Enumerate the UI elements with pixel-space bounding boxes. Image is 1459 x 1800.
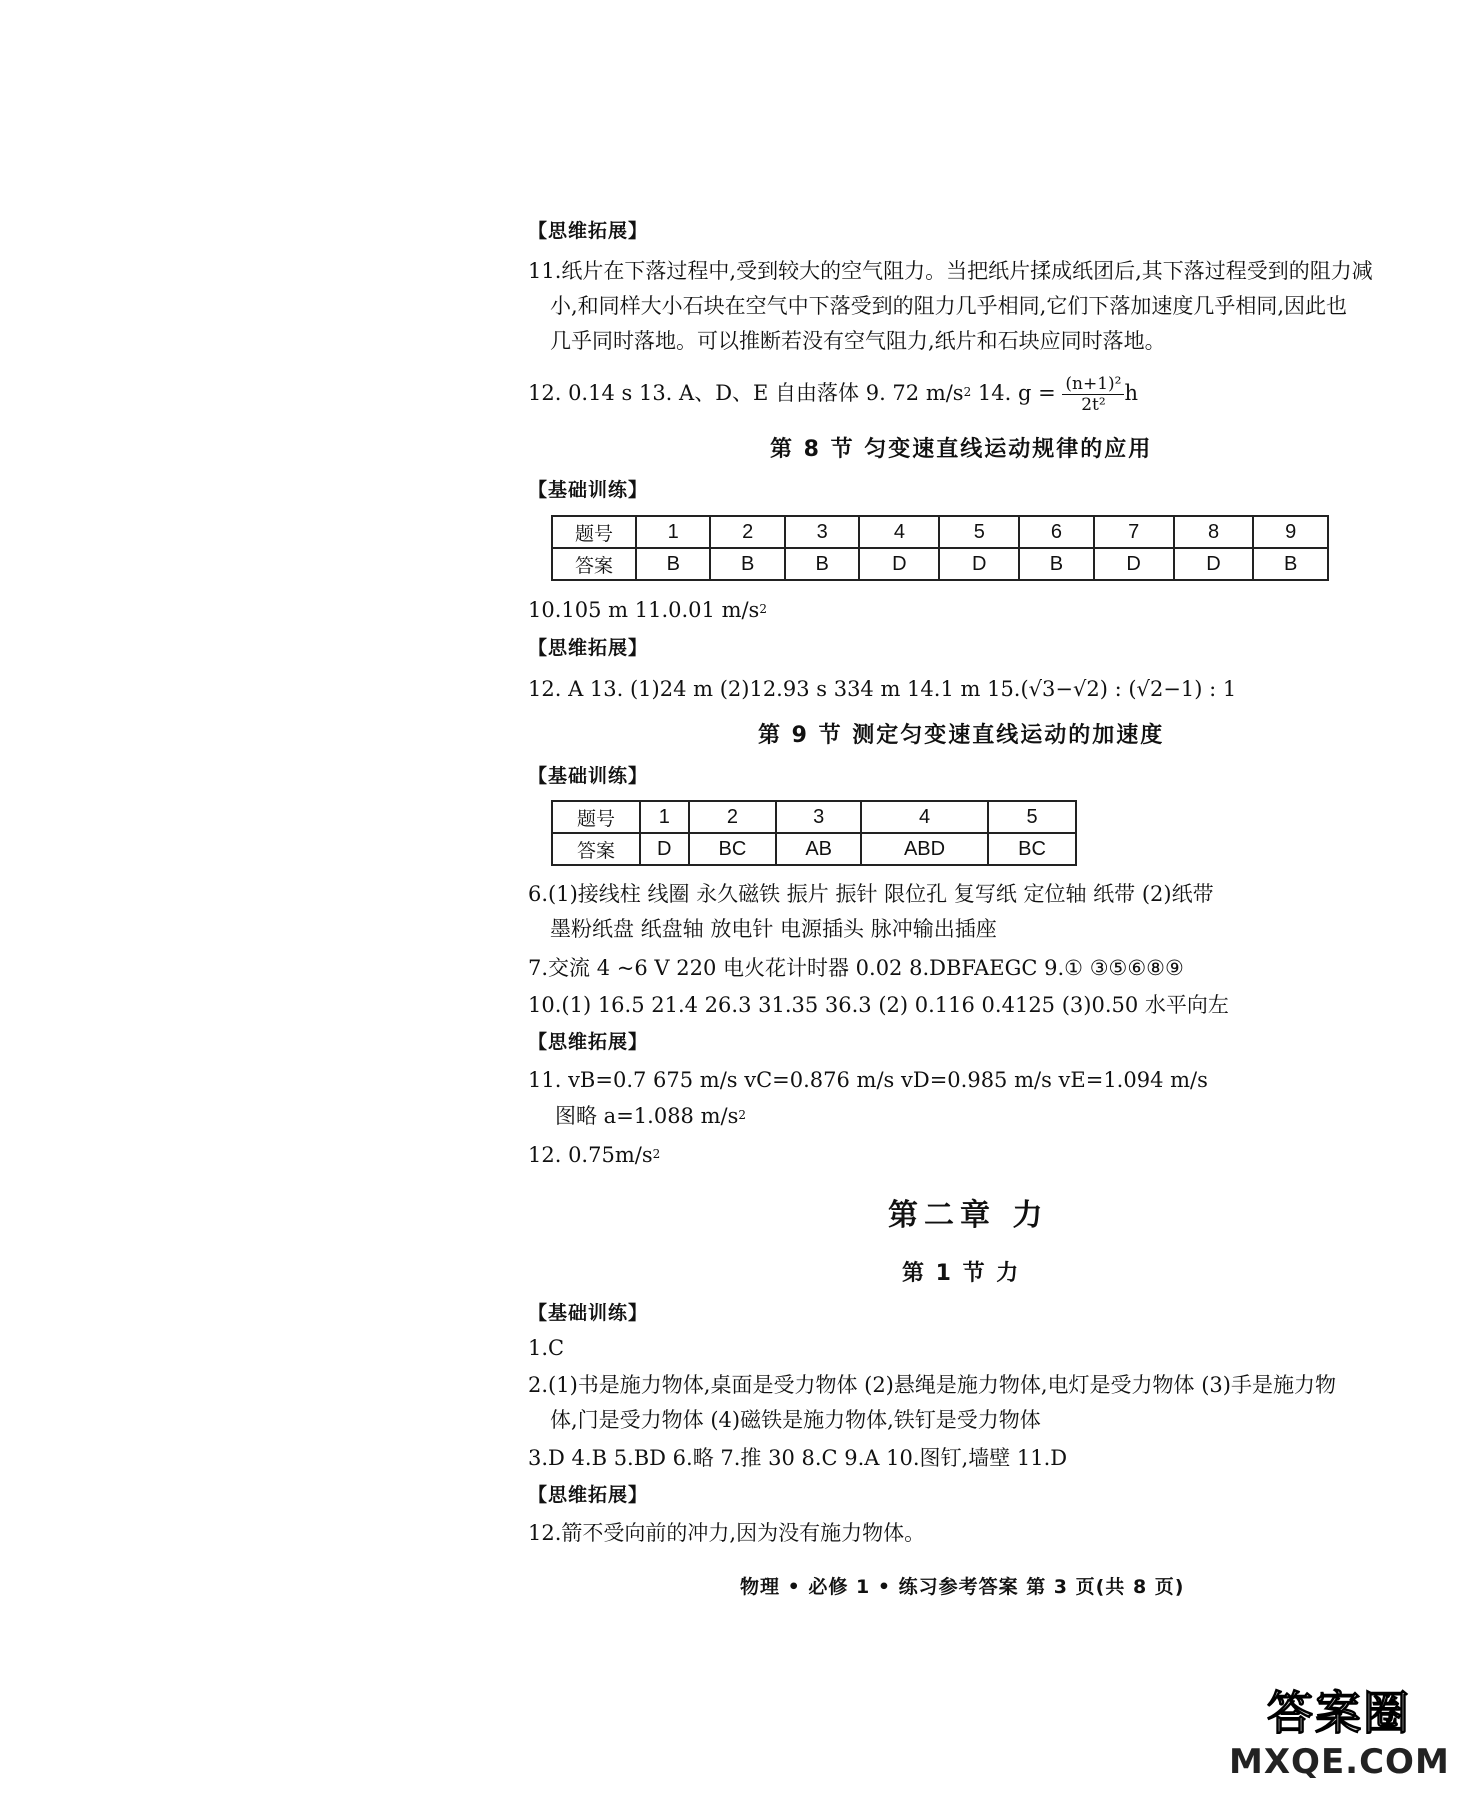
thinking-extension-tag: 【思维拓展】 — [528, 1031, 649, 1053]
section-9-answer-table — [551, 800, 1077, 866]
table-answer-row — [552, 548, 1328, 580]
table-cell: 2 — [689, 801, 777, 833]
table-cell: B — [710, 548, 784, 580]
chapter-2-section-1-title: 第 1 节 力 — [902, 1261, 1021, 1286]
table-cell: B — [1253, 548, 1328, 580]
table-cell: 3 — [785, 516, 859, 548]
section-8-title: 第 8 节 匀变速直线运动规律的应用 — [770, 437, 1153, 462]
answer-12-line: 12. $0.75m/s^2$ — [528, 1143, 661, 1167]
thinking-extension-tag: 【思维拓展】 — [528, 220, 649, 242]
answer-3-11-line: 3.D 4.B 5.BD 6.略 7.推 30 8.C 9.A 10.图钉,墙壁 11.D — [528, 1446, 1068, 1470]
answer-7-9-line: 7.交流 4 ~6 V 220 电火花计时器 0.02 8.DBFAEGC 9.① ③⑤⑥⑧⑨ — [528, 956, 1184, 980]
table-cell: 4 — [859, 516, 939, 548]
table-cell: 3 — [776, 801, 861, 833]
watermark-top-text: 答案圈 — [1267, 1686, 1411, 1740]
table-cell: 9 — [1253, 516, 1328, 548]
answer-11-velocities-line: 11. vB=0.7 675 m/s vC=0.876 m/s vD=0.985 m/s vE=1.094 m/s — [528, 1068, 1208, 1092]
answer-11-acceleration-text: 图略 a=1.088 m/s — [555, 1104, 739, 1128]
answer-12-13-text: 12. 0.14 s 13. A、D、E 自由落体 9. 72 m/s — [528, 381, 964, 405]
answer-10-line: 10.(1) 16.5 21.4 26.3 31.35 36.3 (2) 0.116 0.4125 (3)0.50 水平向左 — [528, 993, 1229, 1017]
table-cell: 6 — [1019, 516, 1093, 548]
table-cell: 2 — [710, 516, 784, 548]
table-cell: D — [640, 833, 689, 865]
table-header-label: 题号 — [552, 801, 640, 833]
table-cell: BC — [689, 833, 777, 865]
basic-training-tag: 【基础训练】 — [528, 765, 649, 787]
answer-6-line1: 6.(1)接线柱 线圈 永久磁铁 振片 振针 限位孔 复写纸 定位轴 纸带 (2)纸带 — [528, 882, 1214, 906]
table-cell: D — [859, 548, 939, 580]
answer-11-acceleration-line: 图略 a=1.088 $m/s^2$ — [555, 1104, 746, 1128]
table-header-row — [552, 801, 1076, 833]
thinking-extension-tag: 【思维拓展】 — [528, 637, 649, 659]
table-cell: AB — [776, 833, 861, 865]
answer-10-11-line: 10.105 m 11.0.01 $m/s^2$ — [528, 598, 767, 622]
table-cell: ABD — [861, 833, 988, 865]
formula-fraction — [1062, 374, 1124, 415]
answer-2-line2: 体,门是受力物体 (4)磁铁是施力物体,铁钉是受力物体 — [550, 1408, 1041, 1432]
table-cell: D — [1094, 548, 1174, 580]
table-cell: B — [636, 548, 710, 580]
table-cell: 4 — [861, 801, 988, 833]
table-cell: B — [785, 548, 859, 580]
fraction-denominator: 2t² — [1081, 395, 1106, 415]
answer-12-14-line: 12. 0.14 s 13. A、D、E 自由落体 9. 72 $m/s^2$ 14. g = $\frac{\text{(n+1)²}}{\text{2t²}}$ h — [528, 374, 1139, 415]
table-cell: D — [939, 548, 1019, 580]
table-header-row — [552, 516, 1328, 548]
fraction-numerator: (n+1)² — [1062, 374, 1124, 395]
table-answer-row — [552, 833, 1076, 865]
watermark-bottom-text: MXQE.COM — [1229, 1742, 1450, 1782]
answer-12-15-line: 12. A 13. (1)24 m (2)12.93 s 334 m 14.1 m 15.(√3−√2) : (√2−1) : 1 — [528, 677, 1237, 701]
table-cell: BC — [988, 833, 1076, 865]
table-cell: B — [1019, 548, 1093, 580]
basic-training-tag: 【基础训练】 — [528, 479, 649, 501]
answer-11-line1: 11.纸片在下落过程中,受到较大的空气阻力。当把纸片揉成纸团后,其下落过程受到的阻力减 — [528, 259, 1373, 283]
table-cell: D — [1174, 548, 1254, 580]
table-header-label: 题号 — [552, 516, 636, 548]
basic-training-tag: 【基础训练】 — [528, 1302, 649, 1324]
answer-2-line1: 2.(1)书是施力物体,桌面是受力物体 (2)悬绳是施力物体,电灯是受力物体 (3)手是施力物 — [528, 1373, 1336, 1397]
answer-12-text: 12. 0.75m/s — [528, 1143, 653, 1167]
answer-11-line3: 几乎同时落地。可以推断若没有空气阻力,纸片和石块应同时落地。 — [550, 329, 1166, 353]
thinking-extension-tag: 【思维拓展】 — [528, 1484, 649, 1506]
formula-tail: h — [1124, 381, 1139, 405]
answer-10-11-text: 10.105 m 11.0.01 m/s — [528, 598, 760, 622]
section-8-answer-table — [551, 515, 1329, 581]
table-cell: 5 — [988, 801, 1076, 833]
table-answer-label: 答案 — [552, 548, 636, 580]
answer-14-label: 14. g = — [971, 381, 1056, 405]
answer-12-line: 12.箭不受向前的冲力,因为没有施力物体。 — [528, 1521, 926, 1545]
answer-1-line: 1.C — [528, 1336, 565, 1360]
section-9-title: 第 9 节 测定匀变速直线运动的加速度 — [758, 723, 1165, 748]
table-cell: 8 — [1174, 516, 1254, 548]
table-cell: 1 — [636, 516, 710, 548]
table-cell: 1 — [640, 801, 689, 833]
table-cell: 5 — [939, 516, 1019, 548]
chapter-2-title: 第二章 力 — [888, 1198, 1049, 1233]
page-footer: 物理 • 必修 1 • 练习参考答案 第 3 页(共 8 页) — [740, 1576, 1185, 1598]
table-answer-label: 答案 — [552, 833, 640, 865]
answer-6-line2: 墨粉纸盘 纸盘轴 放电针 电源插头 脉冲输出插座 — [550, 917, 997, 941]
answer-11-line2: 小,和同样大小石块在空气中下落受到的阻力几乎相同,它们下落加速度几乎相同,因此也 — [550, 294, 1348, 318]
table-cell: 7 — [1094, 516, 1174, 548]
site-watermark-logo — [1229, 1684, 1449, 1794]
